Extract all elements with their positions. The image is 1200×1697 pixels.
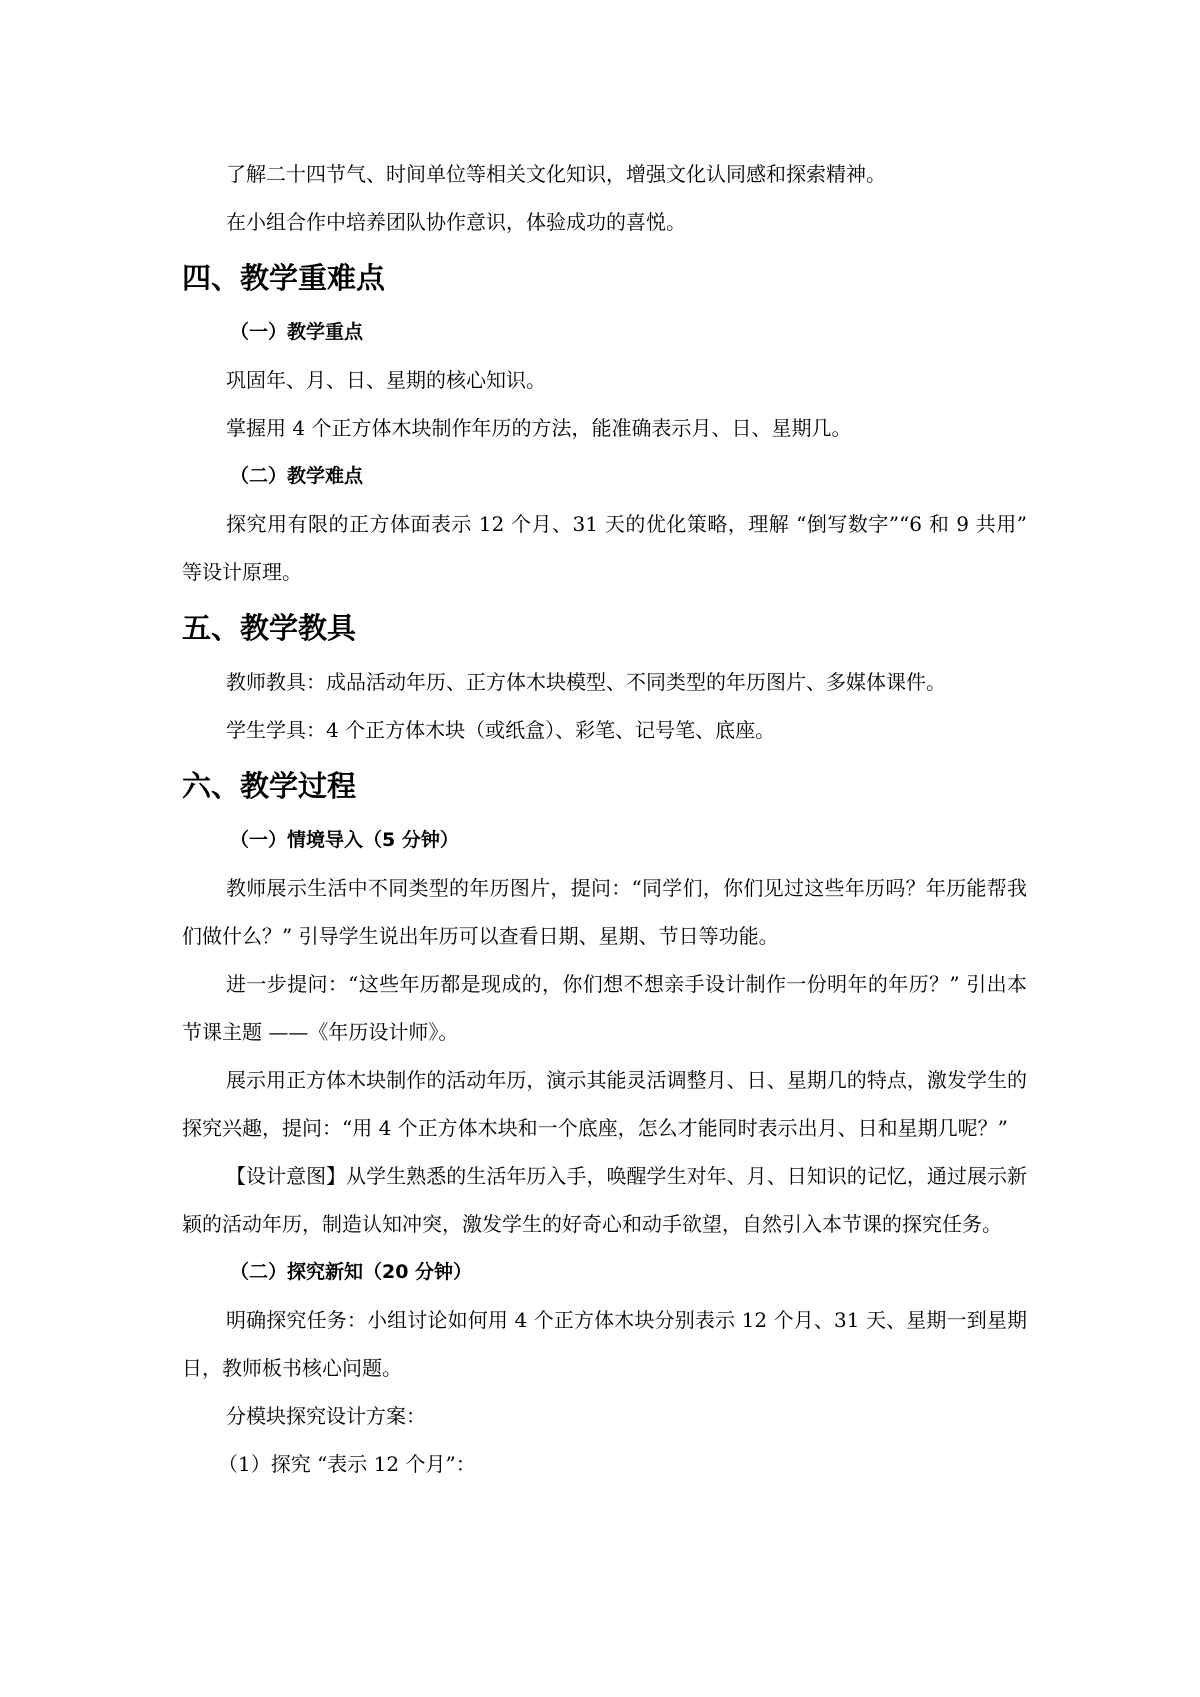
paragraph-design-intent: 【设计意图】从学生熟悉的生活年历入手，唤醒学生对年、月、日知识的记忆，通过展示新颖的活动年历，制造认知冲突，激发学生的好奇心和动手欲望，自然引入本节课的探究任务。 [182, 1164, 1027, 1236]
paragraph-focus-1: 巩固年、月、日、星期的核心知识。 [226, 368, 546, 392]
paragraph-explore-2: 分模块探究设计方案： [226, 1404, 426, 1428]
paragraph-difficulty-1: 探究用有限的正方体面表示 12 个月、31 天的优化策略，理解 “倒写数字”“6 和 9 共用” 等设计原理。 [182, 512, 1027, 584]
section-heading-teaching-process: 六、教学过程 [182, 769, 357, 803]
subheading-teaching-focus: （一）教学重点 [230, 321, 364, 343]
paragraph-student-aids: 学生学具：4 个正方体木块（或纸盒）、彩笔、记号笔、底座。 [226, 718, 776, 742]
section-heading-teaching-aids: 五、教学教具 [182, 611, 357, 645]
paragraph-teacher-aids: 教师教具：成品活动年历、正方体木块模型、不同类型的年历图片、多媒体课件。 [226, 670, 946, 694]
paragraph-intro-2: 进一步提问：“这些年历都是现成的，你们想不想亲手设计制作一份明年的年历？” 引出本节课主题 ——《年历设计师》。 [182, 972, 1027, 1044]
subheading-teaching-difficulty: （二）教学难点 [230, 465, 364, 487]
paragraph-intro-3: 展示用正方体木块制作的活动年历，演示其能灵活调整月、日、星期几的特点，激发学生的探究兴趣，提问：“用 4 个正方体木块和一个底座，怎么才能同时表示出月、日和星期几呢？” [182, 1068, 1027, 1140]
intro-paragraph-culture: 了解二十四节气、时间单位等相关文化知识，增强文化认同感和探索精神。 [226, 162, 886, 186]
list-item-12-months: （1）探究 “表示 12 个月”： [218, 1452, 476, 1476]
document-page [182, 150, 1027, 1488]
paragraph-intro-1: 教师展示生活中不同类型的年历图片，提问：“同学们，你们见过这些年历吗？年历能帮我们做什么？” 引导学生说出年历可以查看日期、星期、节日等功能。 [182, 876, 1027, 948]
paragraph-focus-2: 掌握用 4 个正方体木块制作年历的方法，能准确表示月、日、星期几。 [226, 416, 852, 440]
subheading-situation-intro: （一）情境导入（5 分钟） [230, 829, 459, 851]
intro-paragraph-teamwork: 在小组合作中培养团队协作意识，体验成功的喜悦。 [226, 210, 686, 234]
paragraph-explore-1: 明确探究任务：小组讨论如何用 4 个正方体木块分别表示 12 个月、31 天、星期一到星期日，教师板书核心问题。 [182, 1308, 1027, 1380]
subheading-explore-new: （二）探究新知（20 分钟） [230, 1261, 473, 1283]
section-heading-key-points: 四、教学重难点 [182, 261, 386, 295]
